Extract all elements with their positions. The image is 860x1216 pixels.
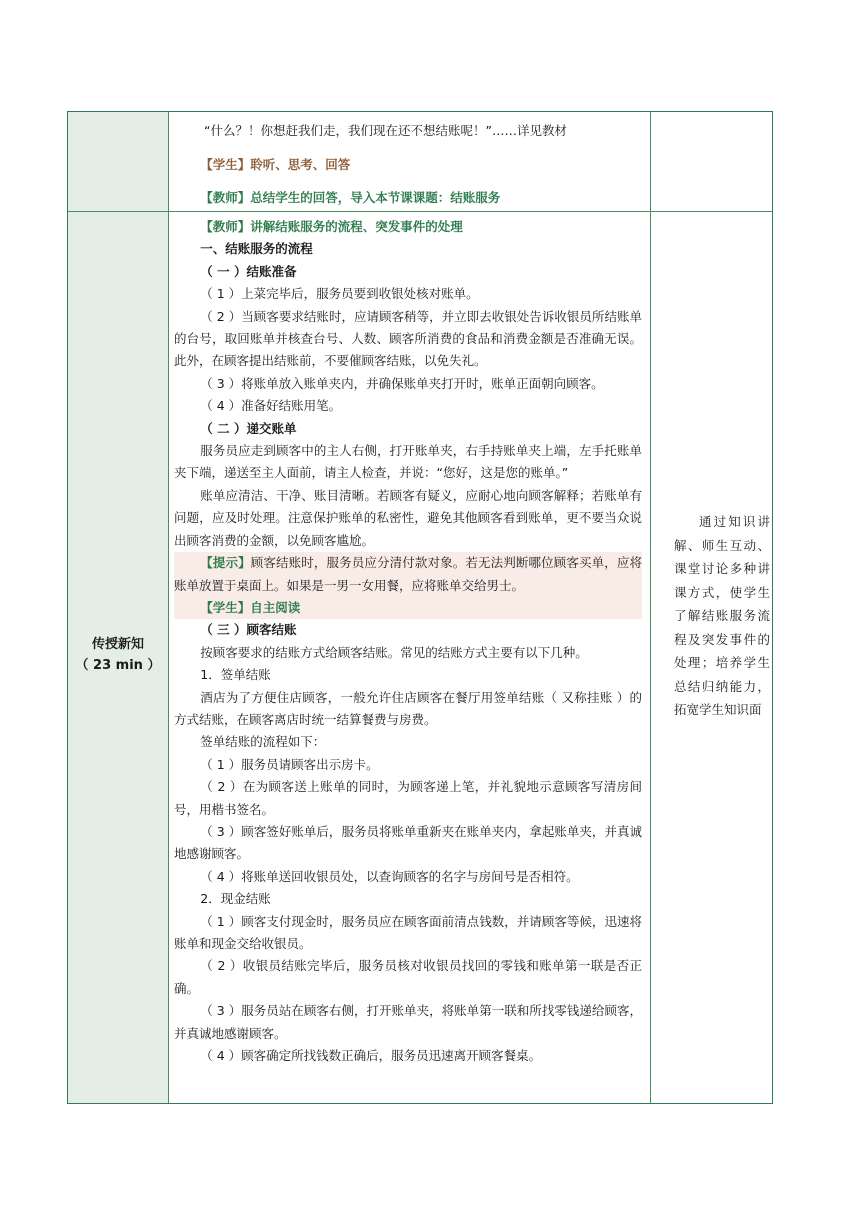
lesson-table bbox=[67, 111, 773, 1104]
label-line-1: 传授新知 bbox=[91, 637, 144, 652]
tip-line bbox=[174, 552, 642, 597]
section-heading: 一、结账服务的流程 bbox=[200, 241, 313, 257]
subheading-deliver: （ 二 ）递交账单 bbox=[200, 420, 297, 436]
student-line bbox=[174, 148, 642, 182]
pay-intro: 按顾客要求的结账方式给顾客结账。常见的结账方式主要有以下几种。 bbox=[200, 644, 588, 660]
student-read-line bbox=[174, 597, 642, 619]
teacher-intro-text: 讲解结账服务的流程、突发事件的处理 bbox=[250, 219, 463, 234]
row2-label bbox=[68, 634, 168, 676]
subheading-prep: （ 一 ）结账准备 bbox=[200, 263, 297, 279]
row2-content bbox=[174, 216, 642, 1067]
row1-content bbox=[174, 114, 642, 215]
student-tag: 【学生】 bbox=[200, 156, 251, 172]
teacher-intro-tag: 【教师】 bbox=[200, 219, 251, 234]
student-read-tag: 【学生】 bbox=[200, 599, 251, 615]
deliver-paragraph-1: 服务员应走到顾客中的主人右侧，打开账单夹，右手持账单夹上端，左手托账单夹下端，递送至主人面前，请主人检查，并说：“您好，这是您的账单。” bbox=[174, 443, 642, 481]
sign-title: 1．签单结账 bbox=[200, 667, 271, 683]
column-divider bbox=[650, 112, 651, 1103]
sign-flow: 签单结账的流程如下： bbox=[200, 734, 326, 750]
row1-label-cell bbox=[68, 112, 168, 211]
student-text: 聆听、思考、回答 bbox=[250, 156, 351, 172]
quote-line: “什么？！你想赶我们走，我们现在还不想结账呢！”……详见教材 bbox=[204, 123, 567, 138]
cash-step-1: （ 1 ）顾客支付现金时，服务员应在顾客面前清点钱数，并请顾客等候，迅速将账单和现金交给收银员。 bbox=[174, 913, 642, 951]
teacher-intro-line bbox=[174, 216, 642, 238]
prep-item-2: （ 2 ）当顾客要求结账时，应请顾客稍等，并立即去收银处告诉收银员所结账单的台号，取回账单并核查台号、人数、顾客所消费的食品和消费金额是否准确无误。此外，在顾客提出结账前，不要催顾客结账，以免失礼。 bbox=[174, 308, 642, 369]
teacher-line bbox=[174, 181, 642, 215]
tip-box bbox=[174, 552, 642, 619]
cash-title: 2．现金结账 bbox=[200, 891, 271, 907]
column-divider bbox=[168, 112, 169, 1103]
subheading-pay: （ 三 ）顾客结账 bbox=[200, 622, 297, 638]
sign-step-3: （ 3 ）顾客签好账单后，服务员将账单重新夹在账单夹内，拿起账单夹，并真诚地感谢顾客。 bbox=[174, 823, 642, 862]
cash-step-2: （ 2 ）收银员结账完毕后，服务员核对收银员找回的零钱和账单第一联是否正确。 bbox=[174, 958, 642, 996]
cash-step-3: （ 3 ）服务员站在顾客右侧，打开账单夹，将账单第一联和所找零钱递给顾客，并真诚地感谢顾客。 bbox=[174, 1003, 642, 1041]
sign-step-4: （ 4 ）将账单送回收银员处，以查询顾客的名字与房间号是否相符。 bbox=[200, 868, 579, 884]
sign-step-2: （ 2 ）在为顾客送上账单的同时，为顾客递上笔，并礼貌地示意顾客写清房间号，用楷书签名。 bbox=[174, 779, 642, 817]
teacher-tag: 【教师】 bbox=[200, 190, 251, 206]
student-read-text: 自主阅读 bbox=[250, 599, 301, 615]
cash-step-4: （ 4 ）顾客确定所找钱数正确后，服务员迅速离开顾客餐桌。 bbox=[200, 1048, 542, 1064]
prep-item-3: （ 3 ）将账单放入账单夹内，并确保账单夹打开时，账单正面朝向顾客。 bbox=[200, 375, 604, 391]
teaching-note: 通过知识讲解、师生互动、课堂讨论多种讲课方式，使学生了解结账服务流程及突发事件的处理；培养学生总结归纳能力，拓宽学生知识面 bbox=[674, 514, 770, 717]
prep-item-1: （ 1 ）上菜完毕后，服务员要到收银处核对账单。 bbox=[200, 286, 479, 302]
label-line-2: （ 23 min ） bbox=[75, 658, 161, 673]
sign-step-1: （ 1 ）服务员请顾客出示房卡。 bbox=[200, 756, 379, 772]
deliver-paragraph-2: 账单应清洁、干净、账目清晰。若顾客有疑义，应耐心地向顾客解释；若账单有问题，应及时处理。注意保护账单的私密性，避免其他顾客看到账单，更不要当众说出顾客消费的金额，以免顾客尴尬。 bbox=[174, 487, 642, 548]
tip-tag: 【提示】 bbox=[200, 555, 251, 571]
prep-item-4: （ 4 ）准备好结账用笔。 bbox=[200, 398, 342, 414]
tip-text: 顾客结账时，服务员应分清付款对象。若无法判断哪位顾客买单，应将账单放置于桌面上。如果是一男一女用餐，应将账单交给男士。 bbox=[174, 555, 642, 593]
sign-desc: 酒店为了方便住店顾客，一般允许住店顾客在餐厅用签单结账（ 又称挂账 ）的方式结账，在顾客离店时统一结算餐费与房费。 bbox=[174, 689, 642, 727]
teacher-text: 总结学生的回答，导入本节课课题：结账服务 bbox=[250, 190, 501, 206]
